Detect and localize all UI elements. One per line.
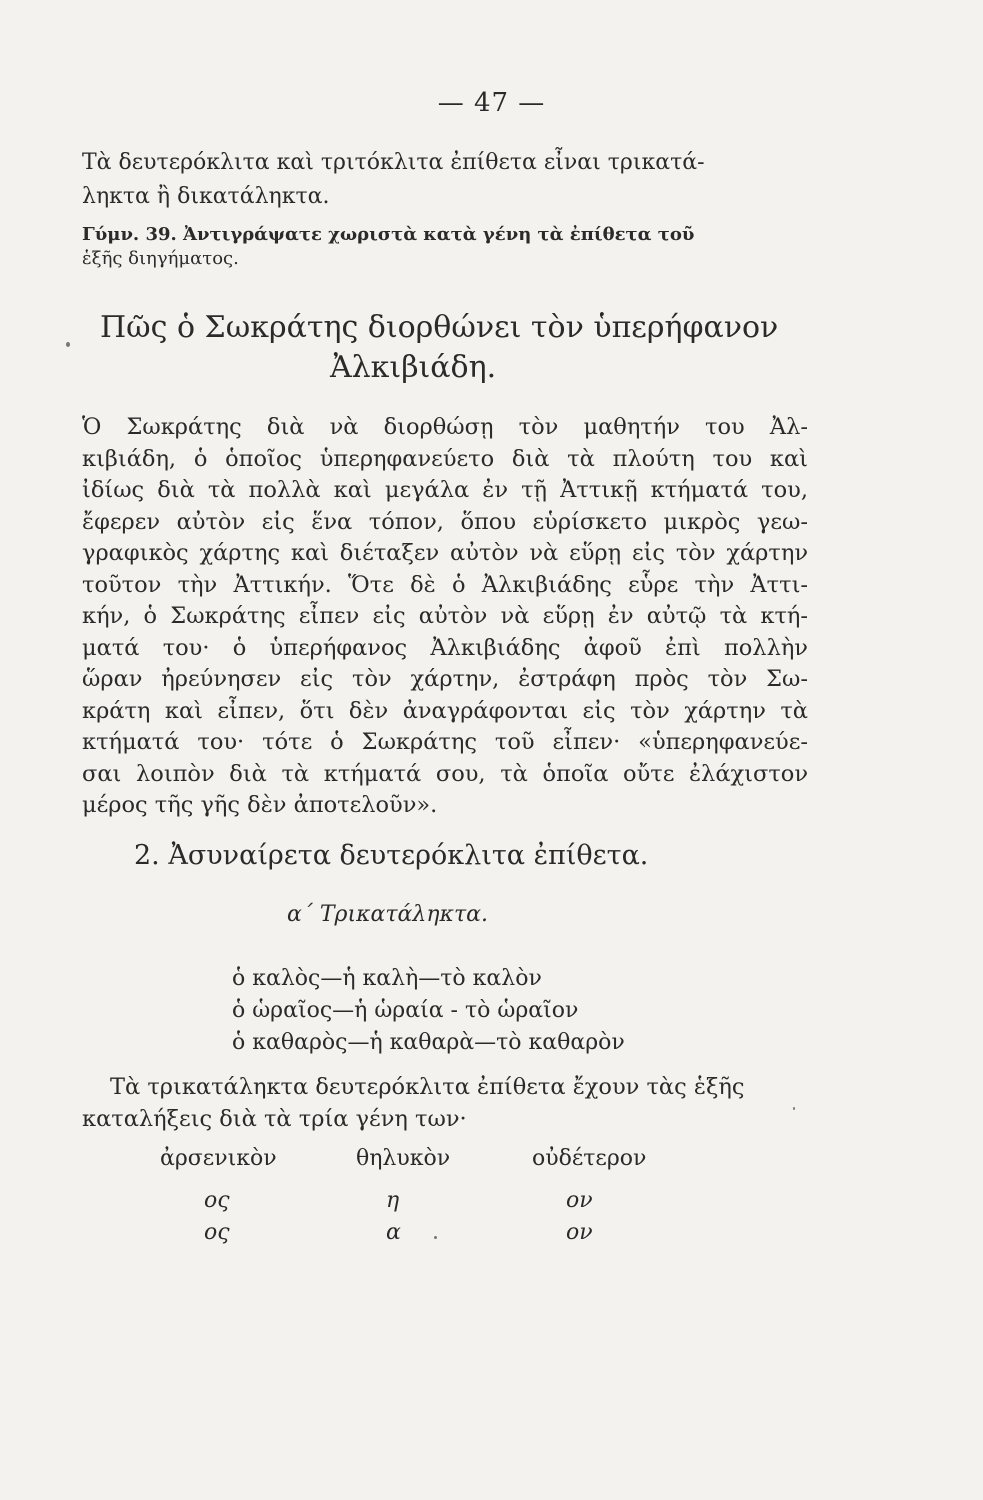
- story-line: κράτη καὶ εἶπεν, ὅτι δὲν ἀναγράφονται εἰς τὸν χάρτην τὰ: [82, 697, 808, 724]
- intro-line: ληκτα ἢ δικατάληκτα.: [82, 184, 330, 209]
- story-line: κιβιάδη, ὁ ὁποῖος ὑπερηφανεύετο διὰ τὰ πλούτη του καὶ: [82, 445, 808, 472]
- story-line: γραφικὸς χάρτης καὶ διέταξεν αὐτὸν νὰ εὕρῃ εἰς τὸν χάρτην: [82, 540, 808, 566]
- ending-cell: ος: [204, 1220, 230, 1245]
- story-line: ἔφερεν αὐτὸν εἰς ἕνα τόπον, ὅπου εὑρίσκετο μικρὸς γεω-: [82, 508, 808, 535]
- story-line: τοῦτον τὴν Ἀττικήν. Ὅτε δὲ ὁ Ἀλκιβιάδης εὗρε τὴν Ἀττι-: [82, 571, 808, 598]
- section-title: 2. Ἀσυναίρετα δευτερόκλιτα ἐπίθετα.: [134, 840, 649, 871]
- story-heading: Ἀλκιβιάδη.: [330, 350, 497, 385]
- scan-speck: [793, 1107, 795, 1110]
- adjective-forms: ὁ ὡραῖος—ἡ ὡραία - τὸ ὡραῖον: [232, 998, 579, 1023]
- intro-line: Τὰ δευτερόκλιτα καὶ τριτόκλιτα ἐπίθετα εἶναι τρικατά-: [82, 150, 705, 175]
- ending-cell: α: [386, 1220, 401, 1245]
- remark-line: Τὰ τρικατάληκτα δευτερόκλιτα ἐπίθετα ἔχουν τὰς ἑξῆς: [110, 1074, 745, 1100]
- column-header-masculine: ἀρσενικὸν: [160, 1146, 277, 1171]
- ending-cell: η: [386, 1188, 400, 1213]
- column-header-neuter: οὐδέτερον: [532, 1146, 647, 1171]
- adjective-forms: ὁ καθαρὸς—ἡ καθαρὰ—τὸ καθαρὸν: [232, 1030, 625, 1055]
- story-line: σαι λοιπὸν διὰ τὰ κτήματά σου, τὰ ὁποῖα οὔτε ἐλάχιστον: [82, 760, 808, 787]
- exercise-line: Γύμν. 39. Ἀντιγράψατε χωριστὰ κατὰ γένη τὰ ἐπίθετα τοῦ: [82, 224, 695, 245]
- ending-cell: ον: [566, 1188, 593, 1213]
- story-line: Ὁ Σωκράτης διὰ νὰ διορθώσῃ τὸν μαθητήν του Ἀλ-: [82, 414, 808, 440]
- story-heading: Πῶς ὁ Σωκράτης διορθώνει τὸν ὑπερήφανον: [100, 310, 779, 345]
- section-subtitle: α΄ Τρικατάληκτα.: [287, 902, 488, 927]
- scan-speck: [66, 342, 70, 347]
- adjective-forms: ὁ καλὸς—ἡ καλὴ—τὸ καλὸν: [232, 966, 542, 991]
- ending-cell: ος: [204, 1188, 230, 1213]
- page-number: — 47 —: [437, 88, 546, 118]
- story-line: ματά του· ὁ ὑπερήφανος Ἀλκιβιάδης ἀφοῦ ἐπὶ πολλὴν: [82, 634, 808, 661]
- exercise-line: ἑξῆς διηγήματος.: [82, 248, 239, 269]
- column-header-feminine: θηλυκὸν: [356, 1146, 451, 1171]
- story-line: ὥραν ἠρεύνησεν εἰς τὸν χάρτην, ἐστράφη πρὸς τὸν Σω-: [82, 666, 808, 692]
- story-paragraph: [82, 412, 808, 822]
- ending-cell: ον: [566, 1220, 593, 1245]
- story-line: κήν, ὁ Σωκράτης εἶπεν εἰς αὐτὸν νὰ εὕρῃ ἐν αὐτῷ τὰ κτή-: [82, 603, 808, 629]
- story-line: ἰδίως διὰ τὰ πολλὰ καὶ μεγάλα ἐν τῇ Ἀττικῇ κτήματά του,: [82, 477, 808, 503]
- story-line: κτήματά του· τότε ὁ Σωκράτης τοῦ εἶπεν· «ὑπερηφανεύε-: [82, 729, 808, 755]
- story-line: μέρος τῆς γῆς δὲν ἀποτελοῦν».: [82, 792, 438, 818]
- scan-speck: [434, 1236, 437, 1239]
- remark-line: καταλήξεις διὰ τὰ τρία γένη των·: [82, 1106, 467, 1132]
